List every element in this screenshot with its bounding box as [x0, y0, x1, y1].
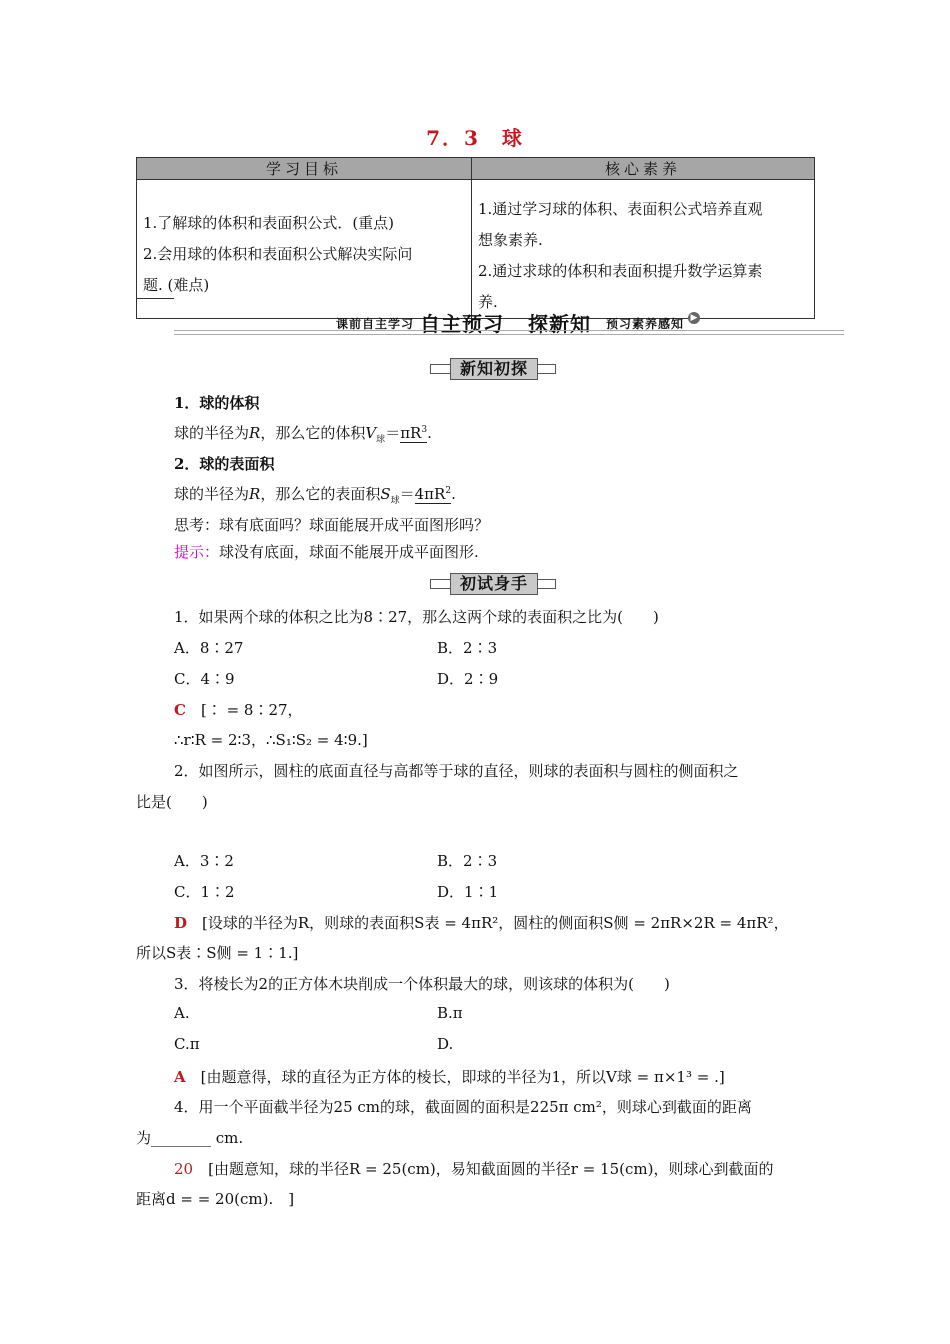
q2-answer: D — [174, 914, 188, 932]
strip-underline — [174, 330, 844, 335]
q4-stem-cont: 为________ cm. — [136, 1129, 244, 1147]
volume-formula: $\pi R^3$ — [400, 424, 428, 442]
q2-solution-cont: 所以S表∶S侧 = 1∶1.] — [136, 944, 299, 962]
q2-solution: D [设球的半径为R，则球的表面积S表 = 4πR²，圆柱的侧面积S侧 = 2πR×2R = 4πR²， — [174, 914, 789, 932]
q1-option-c: C．4∶9 — [174, 670, 235, 688]
badge-label: 新知初探 — [450, 358, 538, 380]
q2-option-b: B．2∶3 — [437, 852, 498, 870]
heading-surface: 2．球的表面积 — [174, 455, 275, 473]
q3-option-b: B.π — [437, 1004, 463, 1022]
strip-left-text: 课前自主学习 — [336, 317, 415, 331]
volume-formula-line: 球的半径为R，那么它的体积$V_球=\pi R^3$. — [174, 424, 432, 445]
arrow-icon: ▶ — [688, 312, 700, 324]
q2-stem: 2．如图所示，圆柱的底面直径与高都等于球的直径，则球的表面积与圆柱的侧面积之 — [174, 762, 739, 780]
q3-solution: A [由题意得，球的直径为正方体的棱长，即球的半径为1，所以V球 = π×1³ = .] — [174, 1068, 725, 1086]
goal-line: 2.通过求球的体积和表面积提升数学运算素 — [478, 262, 763, 280]
q1-stem: 1．如果两个球的体积之比为8∶27，那么这两个球的表面积之比为( ) — [174, 608, 659, 626]
q1-option-b: B．2∶3 — [437, 639, 498, 657]
q2-option-d: D．1∶1 — [437, 883, 499, 901]
q2-option-a: A．3∶2 — [174, 852, 234, 870]
goals-left-cell — [137, 180, 472, 319]
goal-line: 1.了解球的体积和表面积公式．(重点) — [143, 214, 395, 232]
goals-right-cell — [472, 180, 815, 319]
q3-option-c: C.π — [174, 1035, 200, 1053]
badge-try — [430, 573, 556, 593]
table-foot-rule — [136, 298, 174, 299]
badge-label: 初试身手 — [450, 573, 538, 595]
q4-solution: 20 [由题意知，球的半径R = 25(cm)，易知截面圆的半径r = 15(cm)，则球心到截面的 — [174, 1160, 774, 1178]
q4-answer: 20 — [174, 1160, 194, 1178]
page-title: 7．3 球 — [426, 126, 524, 150]
goal-line: 1.通过学习球的体积、表面积公式培养直观 — [478, 200, 763, 218]
strip-right-text: 预习素养感知 — [606, 317, 685, 331]
q1-solution: C [∶ = 8∶27， — [174, 701, 303, 719]
goal-line: 2.会用球的体积和表面积公式解决实际问 — [143, 245, 413, 263]
q3-option-d: D. — [437, 1035, 454, 1053]
goals-header-right: 核心素养 — [472, 158, 815, 180]
hint-line: 提示：球没有底面，球面不能展开成平面图形. — [174, 543, 479, 561]
surface-formula-line: 球的半径为R，那么它的表面积$S_球=4\pi R^2$. — [174, 485, 456, 506]
q4-solution-cont: 距离d = = 20(cm). ] — [136, 1190, 295, 1208]
q1-solution-cont: ∴r∶R = 2∶3，∴S₁∶S₂ = 4∶9.] — [174, 731, 368, 749]
goal-line: 养. — [478, 293, 498, 311]
badge-new-knowledge — [430, 358, 556, 378]
heading-volume: 1．球的体积 — [174, 394, 260, 412]
q1-answer: C — [174, 701, 186, 719]
strip-big-left: 自主预习 — [420, 312, 504, 336]
q1-option-d: D．2∶9 — [437, 670, 499, 688]
q3-option-a: A. — [174, 1004, 190, 1022]
q3-stem: 3．将棱长为2的正方体木块削成一个体积最大的球，则该球的体积为( ) — [174, 975, 670, 993]
goal-line: 题. (难点) — [143, 276, 210, 294]
goals-header-left: 学习目标 — [137, 158, 472, 180]
surface-formula: $4\pi R^2$ — [414, 485, 452, 503]
strip-big-right: 探新知 — [528, 312, 591, 336]
q2-stem-cont: 比是( ) — [136, 793, 208, 811]
goals-table — [136, 157, 815, 319]
q2-option-c: C．1∶2 — [174, 883, 235, 901]
think-line: 思考：球有底面吗？球面能展开成平面图形吗？ — [174, 516, 490, 534]
q1-option-a: A．8∶27 — [174, 639, 244, 657]
q3-answer: A — [174, 1068, 186, 1086]
section-strip — [174, 308, 844, 334]
goal-line: 想象素养. — [478, 231, 543, 249]
q4-stem: 4．用一个平面截半径为25 cm的球，截面圆的面积是225π cm²，则球心到截面的距离 — [174, 1098, 752, 1116]
